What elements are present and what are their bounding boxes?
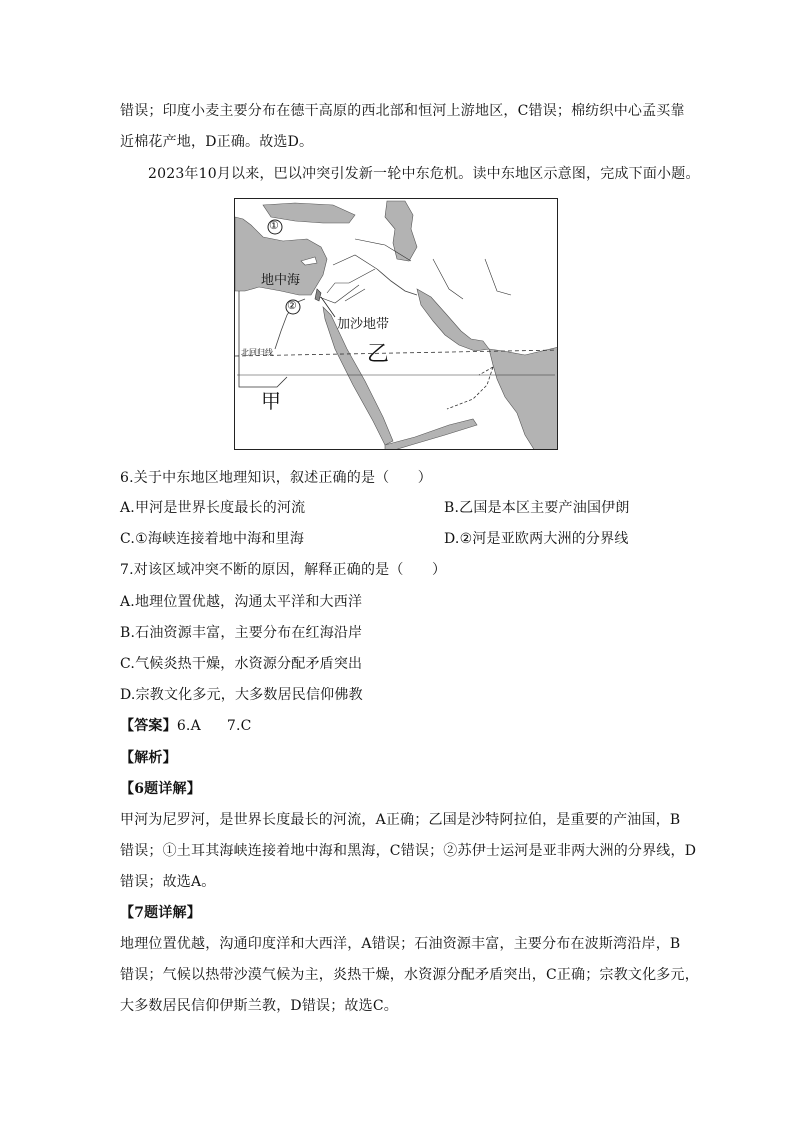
marker-2-label: ② — [287, 299, 297, 312]
intro-line-3: 2023年10月以来，巴以冲突引发新一轮中东危机。读中东地区示意图，完成下面小题。 — [148, 166, 700, 182]
map-drawing — [235, 199, 558, 450]
q7-option-d: D.宗教文化多元，大多数居民信仰佛教 — [120, 687, 363, 703]
detail7-line-1: 地理位置优越，沟通印度洋和大西洋，A错误；石油资源丰富，主要分布在波斯湾沿岸，B — [120, 936, 681, 952]
gaza-label: 加沙地带 — [337, 317, 390, 332]
q6-option-c: C.①海峡连接着地中海和里海 — [120, 531, 305, 547]
marker-1-label: ① — [269, 219, 279, 232]
middle-east-map — [234, 198, 558, 450]
detail7-line-3: 大多数居民信仰伊斯兰教，D错误；故选C。 — [120, 998, 398, 1014]
tropic-label: 北回归线 — [241, 348, 273, 357]
yi-label: 乙 — [367, 342, 390, 367]
q6-stem: 6.关于中东地区地理知识，叙述正确的是（ ） — [120, 470, 432, 486]
intro-line-1: 错误；印度小麦主要分布在德干高原的西北部和恒河上游地区，C错误；棉纺织中心孟买靠 — [120, 103, 685, 119]
detail7-heading: 【7题详解】 — [120, 905, 201, 921]
detail7-line-2: 错误；气候以热带沙漠气候为主，炎热干燥，水资源分配矛盾突出，C正确；宗教文化多元， — [120, 967, 699, 983]
answer-q6: 6.A — [176, 718, 201, 734]
q7-option-b: B.石油资源丰富，主要分布在红海沿岸 — [120, 625, 363, 641]
detail6-heading: 【6题详解】 — [120, 781, 201, 797]
q6-option-a: A.甲河是世界长度最长的河流 — [120, 500, 306, 516]
q6-option-b: B.乙国是本区主要产油国伊朗 — [444, 500, 630, 516]
q6-option-d: D.②河是亚欧两大洲的分界线 — [444, 531, 629, 547]
jia-label: 甲 — [261, 389, 281, 413]
detail6-line-3: 错误；故选A。 — [120, 874, 216, 890]
q7-option-a: A.地理位置优越，沟通太平洋和大西洋 — [120, 594, 363, 610]
intro-line-2: 近棉花产地，D正确。故选D。 — [120, 134, 314, 150]
detail6-line-1: 甲河为尼罗河，是世界长度最长的河流，A正确；乙国是沙特阿拉伯，是重要的产油国，B — [120, 812, 681, 828]
answer-label: 【答案】 — [120, 718, 177, 734]
detail6-line-2: 错误；①土耳其海峡连接着地中海和黑海，C错误；②苏伊士运河是亚非两大洲的分界线，D — [120, 843, 697, 859]
answer-q7: 7.C — [226, 718, 252, 734]
answer-line — [120, 716, 252, 736]
q7-stem: 7.对该区域冲突不断的原因，解释正确的是（ ） — [120, 562, 447, 578]
mediterranean-label: 地中海 — [261, 273, 301, 288]
analysis-label: 【解析】 — [120, 750, 177, 766]
q7-option-c: C.气候炎热干燥，水资源分配矛盾突出 — [120, 656, 363, 672]
